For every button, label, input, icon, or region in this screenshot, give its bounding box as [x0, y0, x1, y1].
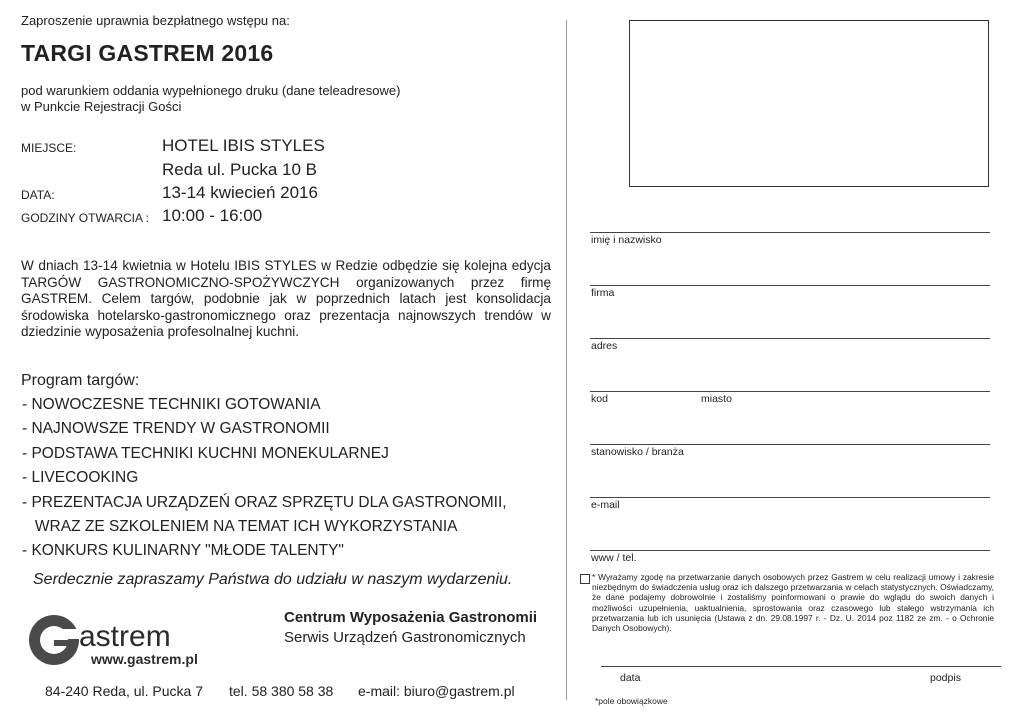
place-label: MIEJSCE: — [21, 141, 77, 155]
company-subtitle: Serwis Urządzeń Gastronomicznych — [284, 629, 526, 646]
company-field-label: firma — [591, 287, 615, 299]
program-item: - PODSTAWA TECHNIKI KUCHNI MONEKULARNEJ — [22, 444, 389, 462]
company-name: Centrum Wyposażenia Gastronomii — [284, 609, 538, 626]
postal-city-field-line[interactable] — [590, 391, 990, 392]
name-field-label: imię i nazwisko — [591, 234, 662, 246]
postal-code-label: kod — [591, 393, 608, 405]
email-field-line[interactable] — [590, 497, 990, 498]
date-label: DATA: — [21, 188, 55, 202]
address-field-label: adres — [591, 340, 618, 352]
program-item: - KONKURS KULINARNY "MŁODE TALENTY" — [22, 542, 344, 560]
place-line-1: HOTEL IBIS STYLES — [162, 136, 325, 155]
invite-text: Serdecznie zapraszamy Państwa do udziału w naszym wydarzeniu. — [33, 571, 513, 588]
position-field-line[interactable] — [590, 444, 990, 445]
consent-text: * Wyrażamy zgodę na przetwarzanie danych osobowych przez Gastrem w celu realizacji umowy i zakresie niezbędnym do świadczenia usług oraz ich dalszego przetwarzania w celach statystycznych. Oświadczamy, że dane podajemy dobrowolnie i zostaliśmy poinformowani o prawie do wglądu do swoich danych i możliwości uzupełnienia, uaktualnienia, sprostowania oraz czasowego lub stałego wstrzymania ich przetwarzania lub ich usunięcia (Ustawa z dn. 29.08.1997 r. - Dz. U. 2014 poz 1182 ze zm. - o Ochronie Danych Osobowych). — [592, 572, 994, 634]
position-field-label: stanowisko / branża — [591, 446, 684, 458]
gastrem-logo-mark — [27, 610, 202, 672]
company-email: e-mail: biuro@gastrem.pl — [358, 683, 515, 699]
condition-line-2: w Punkcie Rejestracji Gości — [21, 99, 182, 114]
city-label: miasto — [701, 393, 732, 405]
logo-url: www.gastrem.pl — [91, 651, 198, 667]
column-divider — [566, 20, 567, 700]
program-item: WRAZ ZE SZKOLENIEM NA TEMAT ICH WYKORZYSTANIA — [22, 517, 458, 535]
program-item: - PREZENTACJA URZĄDZEŃ ORAZ SPRZĘTU DLA GASTRONOMII, — [22, 493, 507, 511]
company-address: 84-240 Reda, ul. Pucka 7 — [45, 683, 203, 699]
invitation-condition — [21, 83, 400, 115]
company-field-line[interactable] — [590, 285, 990, 286]
address-stamp-box[interactable] — [629, 20, 989, 187]
email-field-label: e-mail — [591, 499, 620, 511]
consent-checkbox[interactable] — [580, 574, 590, 584]
program-item: - NOWOCZESNE TECHNIKI GOTOWANIA — [22, 396, 321, 413]
www-field-label: www / tel. — [591, 552, 637, 564]
program-item: - LIVECOOKING — [22, 469, 139, 487]
logo-wordmark: astrem — [79, 620, 171, 653]
event-title: TARGI GASTREM 2016 — [21, 40, 274, 66]
gastrem-logo — [27, 610, 202, 672]
address-field-line[interactable] — [590, 338, 990, 339]
condition-line-1: pod warunkiem oddania wypełnionego druku (dane teleadresowe) — [21, 83, 401, 98]
date-value: 13-14 kwiecień 2016 — [162, 183, 318, 202]
program-item: - NAJNOWSZE TRENDY W GASTRONOMII — [22, 420, 330, 438]
hours-value: 10:00 - 16:00 — [162, 206, 263, 225]
date-signature-label: data — [620, 672, 641, 684]
event-description: W dniach 13-14 kwietnia w Hotelu IBIS STYLES w Redzie odbędzie się kolejna edycja TARGÓW GASTRONOMICZNO-SPOŻYWCZYCH organizowanych przez firmę GASTREM. Celem targów, podobnie jak w poprzednich latach jest konsolidacja środowiska hotelarsko-gastronomicznego oraz prezentacja najnowszych trendów w dziedzinie wyposażenia profesolnalnej kuchni. — [21, 258, 551, 339]
signature-label: podpis — [930, 672, 961, 684]
place-line-2: Reda ul. Pucka 10 B — [162, 160, 317, 179]
signature-line[interactable] — [601, 666, 1001, 667]
name-field-line[interactable] — [590, 232, 990, 233]
www-field-line[interactable] — [590, 550, 990, 551]
required-note: *pole obowiązkowe — [595, 696, 668, 706]
invitation-intro: Zaproszenie uprawnia bezpłatnego wstępu na: — [21, 13, 290, 28]
company-phone: tel. 58 380 58 38 — [229, 683, 334, 699]
hours-label: GODZINY OTWARCIA : — [21, 211, 150, 225]
program-title: Program targów: — [21, 372, 140, 389]
program-list — [22, 395, 507, 566]
